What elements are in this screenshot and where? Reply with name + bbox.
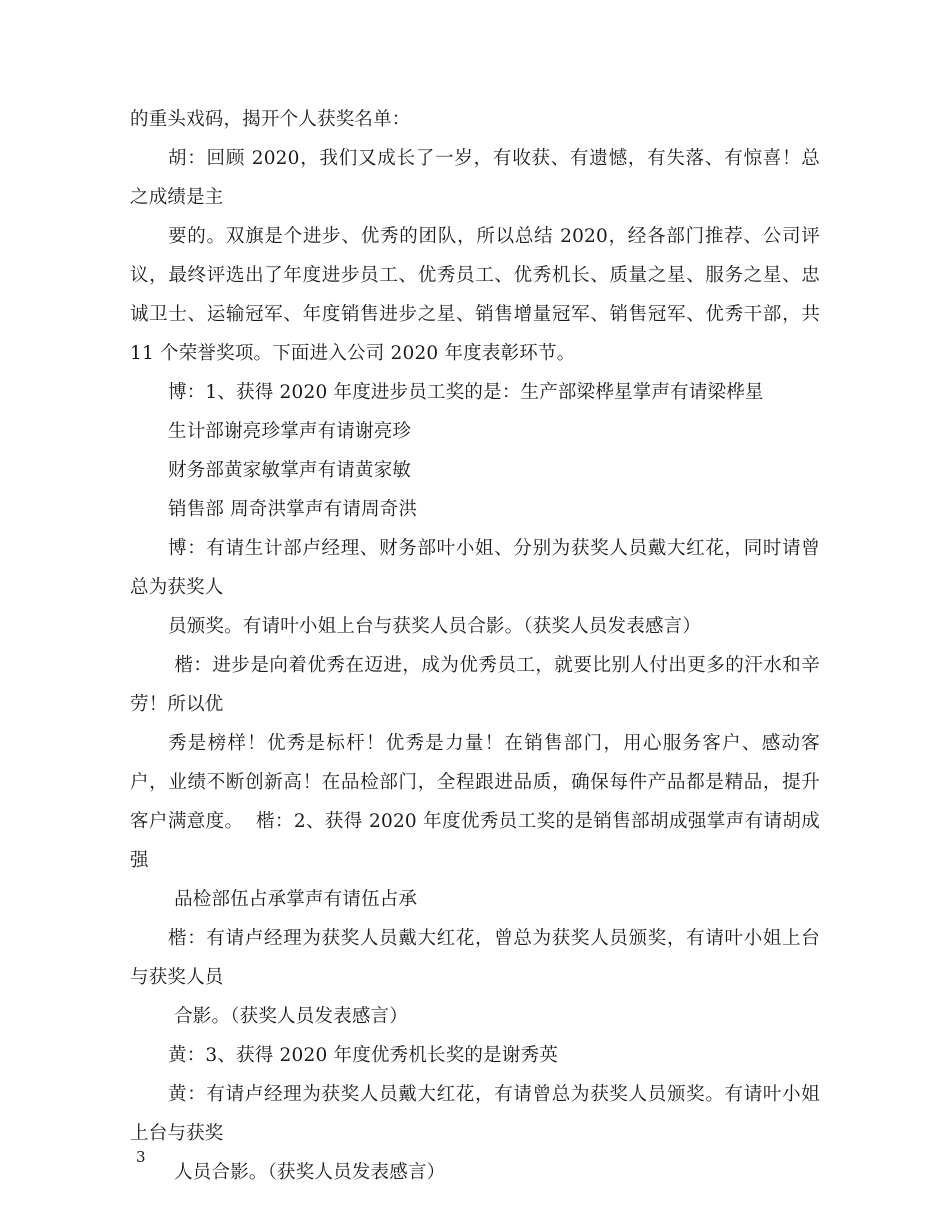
- paragraph: 博：有请生计部卢经理、财务部叶小姐、分别为获奖人员戴大红花，同时请曾总为获奖人: [130, 538, 820, 598]
- paragraph: 秀是榜样！优秀是标杆！优秀是力量！在销售部门，用心服务客户、感动客户，业绩不断创新高！在品检部门，全程跟进品质，确保每件产品都是精品，提升客户满意度。 楷：2、获得 2020 年度优秀员工奖的是销售部胡成强掌声有请胡成强: [130, 733, 820, 871]
- paragraph: 楷：有请卢经理为获奖人员戴大红花，曾总为获奖人员颁奖，有请叶小姐上台与获奖人员: [130, 928, 820, 988]
- paragraph: 的重头戏码，揭开个人获奖名单：: [130, 109, 411, 130]
- paragraph: 员颁奖。有请叶小姐上台与获奖人员合影。（获奖人员发表感言）: [168, 616, 702, 637]
- paragraph: 楷：进步是向着优秀在迈进，成为优秀员工，就要比别人付出更多的汗水和辛劳！所以优: [130, 655, 820, 715]
- paragraph: 博：1、获得 2020 年度进步员工奖的是：生产部梁桦星掌声有请梁桦星: [168, 382, 764, 403]
- paragraph: 要的。双旗是个进步、优秀的团队，所以总结 2020，经各部门推荐、公司评议，最终评选出了年度进步员工、优秀员工、优秀机长、质量之星、服务之星、忠诚卫士、运输冠军、年度销售进步之星、销售增量冠军、销售冠军、优秀干部，共 11 个荣誉奖项。下面进入公司 2020 年度表彰环节。: [130, 226, 827, 364]
- paragraph: 合影。（获奖人员发表感言）: [168, 1006, 408, 1027]
- paragraph: 生计部谢亮珍掌声有请谢亮珍: [168, 421, 412, 442]
- paragraph: 销售部 周奇洪掌声有请周奇洪: [168, 499, 418, 520]
- paragraph: 黄：3、获得 2020 年度优秀机长奖的是谢秀英: [168, 1045, 558, 1066]
- paragraph: 胡：回顾 2020，我们又成长了一岁，有收获、有遗憾，有失落、有惊喜！总之成绩是主: [130, 148, 820, 208]
- document-text-body: [130, 100, 827, 1192]
- paragraph: 财务部黄家敏掌声有请黄家敏: [168, 460, 412, 481]
- paragraph: 品检部伍占承掌声有请伍占承: [168, 889, 418, 910]
- page-number: 3: [136, 1148, 146, 1166]
- paragraph: 人员合影。（获奖人员发表感言）: [168, 1162, 446, 1183]
- paragraph: 黄：有请卢经理为获奖人员戴大红花，有请曾总为获奖人员颁奖。有请叶小姐上台与获奖: [130, 1084, 820, 1144]
